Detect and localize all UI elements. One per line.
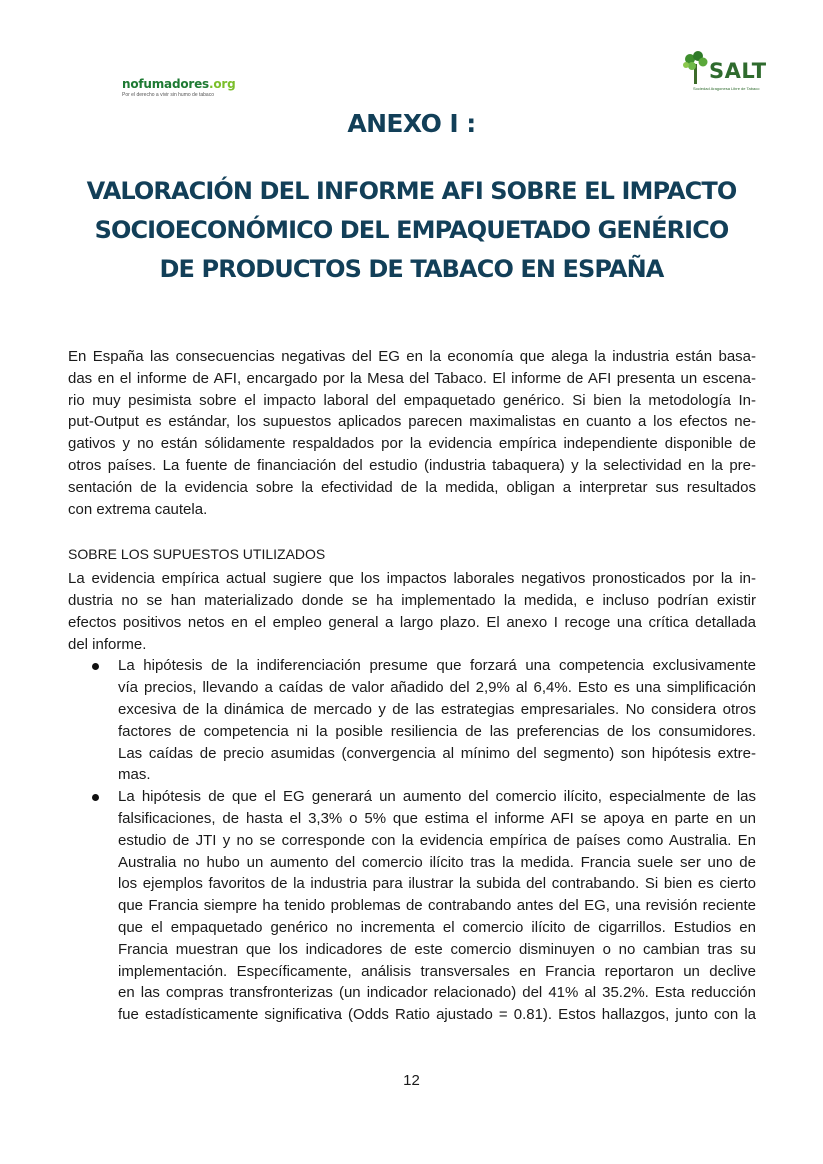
assumptions-list [68,655,756,1026]
salt-logo-subtitle: Sociedad Aragonesa Libre de Tabaco [693,86,760,91]
section-heading: SOBRE LOS SUPUESTOS UTILIZADOS [68,546,326,563]
bullet-line: mas. [118,766,151,784]
intro-line: put-Output es estándar, los supuestos aplicados parecen maximalistas en cuanto a los efectos ne- [68,413,756,431]
section-line: del informe. [68,635,147,653]
annex-label: ANEXO I : [347,109,476,138]
bullet-line: implementación. Específicamente, análisis transversales en Francia reportaron un declive [118,962,756,980]
intro-line: sentación de la evidencia sobre la efectividad de la medida, obligan a interpretar sus resultados [68,478,756,496]
intro-paragraph [68,346,756,520]
bullet-line: fue estadísticamente significativa (Odds Ratio ajustado = 0.81). Estos hallazgos, junto con la [118,1006,756,1024]
bullet-line: La hipótesis de la indiferenciación presume que forzará una competencia exclusivamente [118,657,756,675]
title-line: VALORACIÓN DEL INFORME AFI SOBRE EL IMPACTO [86,177,737,205]
salt-logo-word: SALT [709,59,767,83]
intro-line: otros países. La fuente de financiación del estudio (industria tabaquera) y la selectividad en la pre- [68,456,756,474]
intro-line: En España las consecuencias negativas del EG en la economía que alega la industria están basa- [68,348,756,365]
bullet-line: en las compras transfronterizas (un indicador relacionado) del 41% al 35.2%. Esta reducción [118,984,756,1002]
intro-line: rio muy pesimista sobre el impacto laboral del empaquetado genérico. Si bien la metodología In- [68,391,756,409]
bullet-line: factores de competencia ni la posible resiliencia de las preferencias de los consumidores. [118,722,756,740]
section-line: La evidencia empírica actual sugiere que los impactos laborales negativos pronosticados por la in- [68,570,756,588]
bullet-line: Francia muestran que los indicadores de este comercio disminuyen o no cambian tras su [118,940,756,958]
bullet-line: los ejemplos favoritos de la industria para ilustrar la subida del contrabando. Si bien es cierto [118,875,756,893]
section-line: efectos positivos netos en el empleo general a largo plazo. El anexo I recoge una crítica detallada [68,613,756,631]
bullet-line: Australia no hubo un aumento del comercio ilícito tras la medida. Francia suele ser uno de [118,853,756,871]
bullet-line: Las caídas de precio asumidas (convergencia al mínimo del segmento) son hipótesis extre- [118,744,756,762]
bullet-icon [92,794,99,801]
bullet-line: que el empaquetado genérico no incrementa el comercio ilícito de cigarrillos. Estudios en [118,918,756,936]
bullet-icon [92,663,99,670]
list-item [68,655,756,786]
bullet-line: que Francia siempre ha tenido problemas de contrabando antes del EG, una revisión reciente [118,897,756,915]
title-line: DE PRODUCTOS DE TABACO EN ESPAÑA [159,255,664,283]
nofumadores-tagline: Por el derecho a vivir sin humo de tabaco [122,92,214,98]
section-paragraph [68,568,756,655]
bullet-line: La hipótesis de que el EG generará un aumento del comercio ilícito, especialmente de las [118,788,756,806]
title-line: SOCIOECONÓMICO DEL EMPAQUETADO GENÉRICO [94,216,729,244]
bullet-line: estudio de JTI y no se corresponde con la evidencia empírica de países como Australia. En [118,831,756,849]
bullet-line: falsificaciones, de hasta el 3,3% o 5% que estima el informe AFI se apoya en parte en un [118,809,756,827]
salt-logo [681,50,777,96]
document-body [68,346,756,1026]
list-item [68,786,756,1026]
bullet-line: vía precios, llevando a caídas de valor añadido del 2,9% al 6,4%. Esto es una simplificación [118,679,756,697]
intro-line: gativos y no están sólidamente respaldados por la evidencia empírica independiente disponible de [68,435,756,453]
bullet-line: excesiva de la dinámica de mercado y de las estrategias empresariales. No considera otros [118,700,756,718]
nofumadores-logo-text: nofumadores.org [122,77,236,91]
intro-line: das en el informe de AFI, encargado por la Mesa del Tabaco. El informe de AFI presenta un escena- [68,369,756,387]
nofumadores-logo [122,78,236,98]
document-title [40,172,783,289]
intro-line: con extrema cautela. [68,500,208,518]
section-line: dustria no se han materializado donde se ha implementado la medida, e incluso podrían existir [68,591,756,609]
page-number: 12 [403,1072,420,1089]
